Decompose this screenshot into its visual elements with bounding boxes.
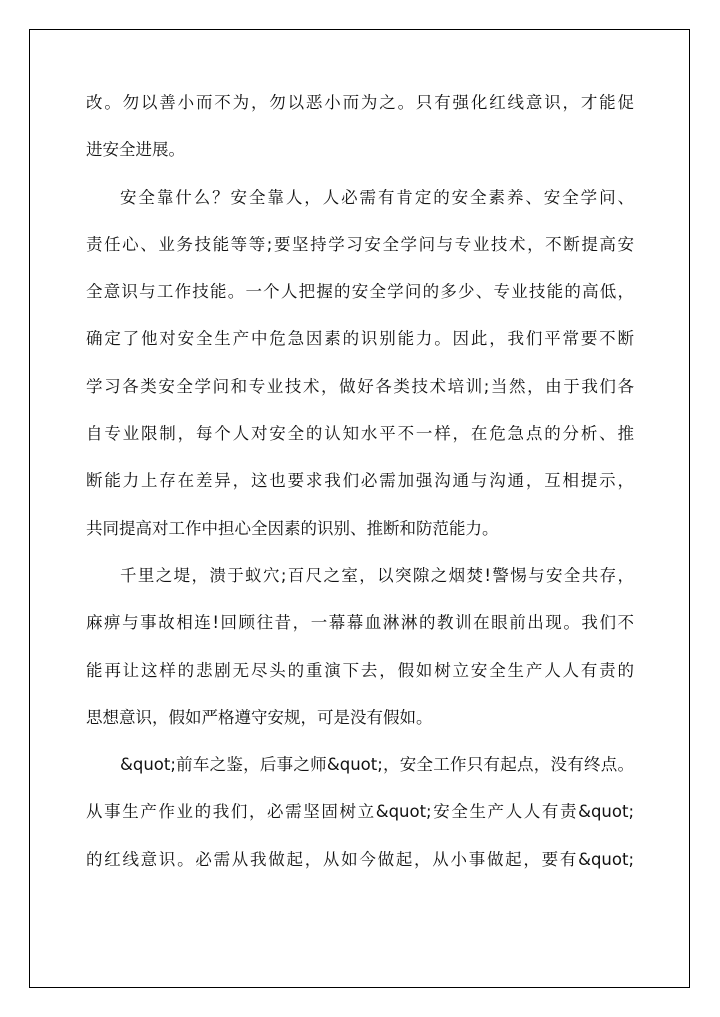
paragraph-first-line: 千里之堤，溃于蚁穴;百尺之室，以突隙之烟焚!警惕与安全共存， — [120, 565, 634, 585]
text-line: 全意识与工作技能。一个人把握的安全学问的多少、专业技能的高低， — [86, 282, 634, 302]
text-line: 能再让这样的悲剧无尽头的重演下去，假如树立安全生产人人有责的 — [86, 660, 634, 680]
text-line: 断能力上存在差异，这也要求我们必需加强沟通与沟通，互相提示， — [86, 471, 634, 491]
text-line: 思想意识，假如严格遵守安规，可是没有假如。 — [86, 707, 433, 727]
paragraph-first-line: &quot;前车之鉴，后事之师&quot;，安全工作只有起点，没有终点。 — [120, 755, 634, 775]
text-line: 麻痹与事故相连!回顾往昔，一幕幕血淋淋的教训在眼前出现。我们不 — [86, 613, 634, 633]
text-line: 进安全进展。 — [86, 140, 185, 160]
text-line: 责任心、业务技能等等;要坚持学习安全学问与专业技术，不断提高安 — [86, 234, 634, 254]
text-line: 学习各类安全学问和专业技术，做好各类技术培训;当然，由于我们各 — [86, 376, 634, 396]
text-line: 改。勿以善小而不为，勿以恶小而为之。只有强化红线意识，才能促 — [86, 93, 634, 112]
paragraph-first-line: 安全靠什么？安全靠人，人必需有肯定的安全素养、安全学问、 — [120, 187, 634, 207]
document-body — [86, 91, 634, 895]
text-line: 的红线意识。必需从我做起，从如今做起，从小事做起，要有&quot; — [86, 849, 634, 869]
text-line: 共同提高对工作中担心全因素的识别、推断和防范能力。 — [86, 518, 499, 538]
text-line: 从事生产作业的我们，必需坚固树立&quot;安全生产人人有责&quot; — [86, 802, 634, 822]
text-line: 自专业限制，每个人对安全的认知水平不一样，在危急点的分析、推 — [86, 424, 634, 444]
text-line: 确定了他对安全生产中危急因素的识别能力。因此，我们平常要不断 — [86, 329, 634, 349]
